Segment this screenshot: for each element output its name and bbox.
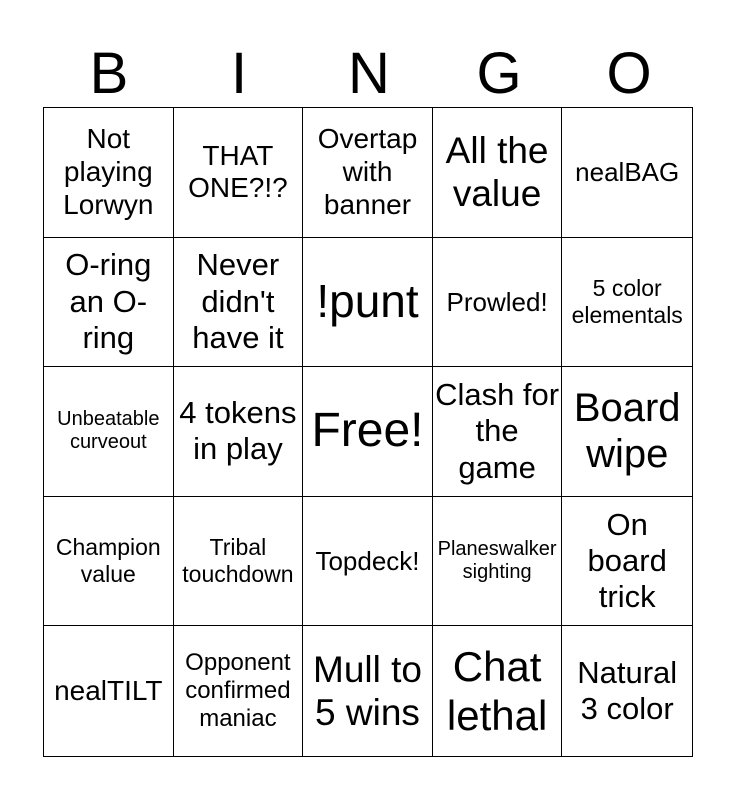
cell-text: Opponent confirmed maniac <box>185 649 291 733</box>
bingo-cell[interactable] <box>44 626 174 756</box>
cell-text: Mull to 5 wins <box>313 648 422 734</box>
header-letter-i: I <box>230 41 248 106</box>
bingo-cell[interactable] <box>44 238 174 368</box>
cell-text: Not playing Lorwyn <box>63 123 154 220</box>
bingo-cell[interactable] <box>303 238 433 368</box>
bingo-cell[interactable] <box>303 497 433 627</box>
cell-text: Champion value <box>55 534 161 588</box>
bingo-cell[interactable] <box>174 238 304 368</box>
header-letter-g: G <box>476 41 522 106</box>
cell-text: Overtap with banner <box>317 123 418 220</box>
bingo-cell[interactable] <box>433 497 563 627</box>
header-letter-o: O <box>606 41 652 106</box>
cell-text: All the value <box>445 130 549 215</box>
bingo-cell[interactable] <box>433 238 563 368</box>
cell-text: !punt <box>316 274 419 327</box>
bingo-cell[interactable] <box>562 626 692 756</box>
cell-text: Prowled! <box>446 286 548 317</box>
cell-text: Free! <box>311 404 424 458</box>
cell-text: Clash for the game <box>435 377 560 485</box>
bingo-cell[interactable] <box>562 367 692 497</box>
bingo-cell[interactable] <box>303 367 433 497</box>
bingo-cell[interactable] <box>433 626 563 756</box>
bingo-cell[interactable] <box>562 108 692 238</box>
cell-text: 4 tokens in play <box>179 395 297 467</box>
bingo-grid <box>43 107 693 757</box>
bingo-cell[interactable] <box>44 367 174 497</box>
cell-text: THAT ONE?!? <box>188 139 288 204</box>
cell-text: Natural 3 color <box>577 654 678 727</box>
bingo-cell[interactable] <box>44 108 174 238</box>
cell-text: Board wipe <box>573 385 681 477</box>
bingo-cell[interactable] <box>562 497 692 627</box>
bingo-header <box>44 42 694 106</box>
cell-text: Chat lethal <box>446 643 548 740</box>
cell-text: Planeswalker sighting <box>437 537 557 584</box>
cell-text: Tribal touchdown <box>182 534 294 588</box>
bingo-cell[interactable] <box>433 367 563 497</box>
bingo-cell[interactable] <box>174 626 304 756</box>
cell-text: On board trick <box>587 506 667 615</box>
bingo-cell[interactable] <box>174 497 304 627</box>
cell-text: Never didn't have it <box>192 247 284 356</box>
cell-text: Unbeatable curveout <box>57 408 160 454</box>
bingo-cell[interactable] <box>44 497 174 627</box>
bingo-cell[interactable] <box>174 367 304 497</box>
header-letter-b: B <box>89 41 129 106</box>
header-letter-n: N <box>348 41 390 106</box>
bingo-cell[interactable] <box>174 108 304 238</box>
bingo-cell[interactable] <box>433 108 563 238</box>
cell-text: nealBAG <box>575 157 680 188</box>
bingo-cell[interactable] <box>303 626 433 756</box>
cell-text: nealTILT <box>54 674 163 706</box>
cell-text: 5 color elementals <box>571 274 683 328</box>
bingo-cell[interactable] <box>303 108 433 238</box>
bingo-cell[interactable] <box>562 238 692 368</box>
cell-text: Topdeck! <box>315 545 420 576</box>
cell-text: O-ring an O-ring <box>65 247 152 356</box>
